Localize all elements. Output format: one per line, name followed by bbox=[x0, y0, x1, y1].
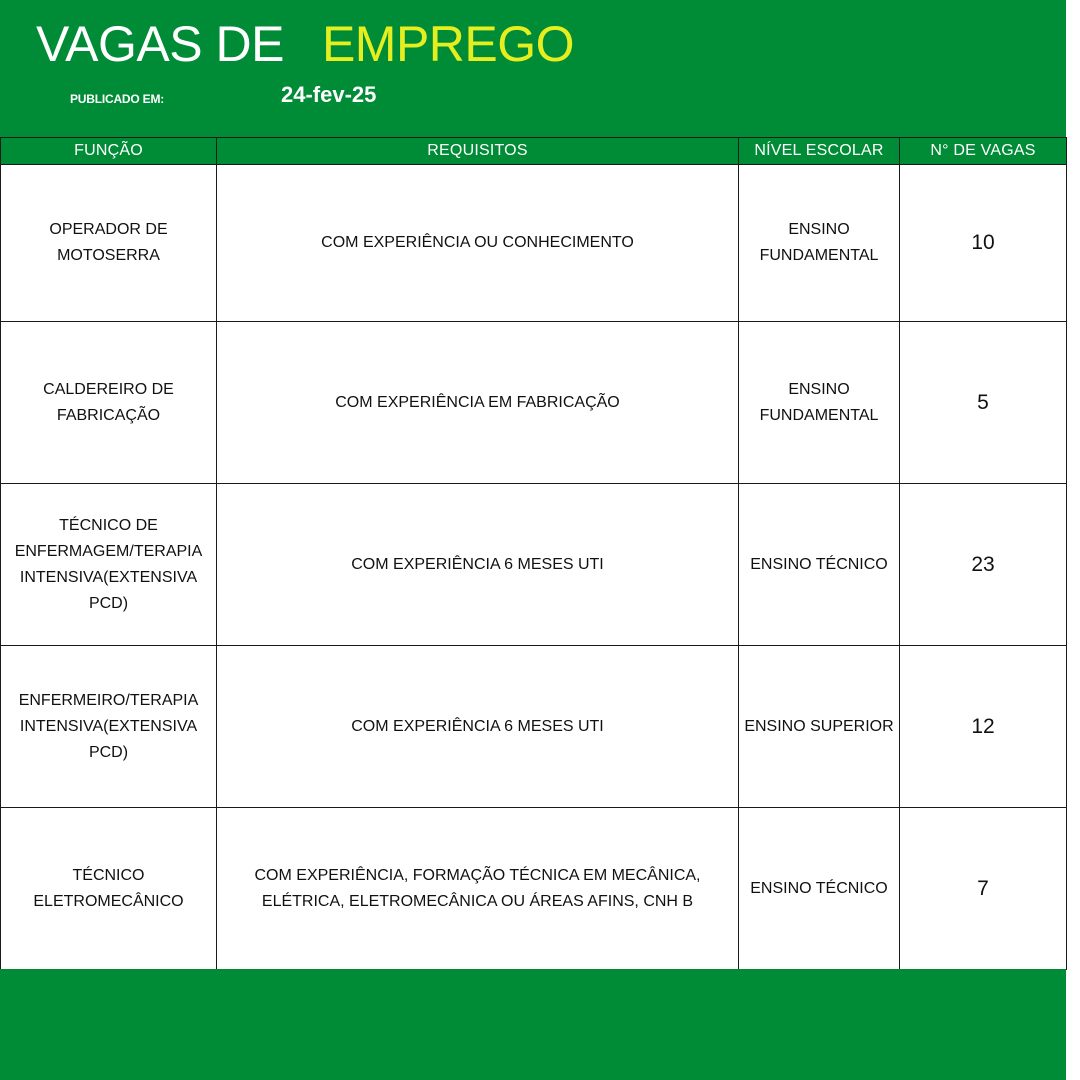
table-row bbox=[1, 646, 1067, 808]
table-header-row bbox=[1, 138, 1067, 165]
published-date: 24-fev-25 bbox=[281, 82, 377, 107]
column-header-requisitos: REQUISITOS bbox=[217, 138, 739, 165]
cell-numero-vagas: 10 bbox=[900, 165, 1067, 322]
table-row bbox=[1, 322, 1067, 484]
cell-numero-vagas: 12 bbox=[900, 646, 1067, 808]
title-emprego: EMPREGO bbox=[321, 16, 575, 72]
cell-requisitos: COM EXPERIÊNCIA 6 MESES UTI bbox=[217, 646, 739, 808]
cell-nivel-escolar: ENSINO TÉCNICO bbox=[739, 808, 900, 970]
header-banner bbox=[0, 0, 1066, 137]
column-header-funcao: FUNÇÃO bbox=[1, 138, 217, 165]
cell-numero-vagas: 7 bbox=[900, 808, 1067, 970]
table-row bbox=[1, 165, 1067, 322]
cell-funcao: TÉCNICO DE ENFERMAGEM/TERAPIA INTENSIVA(EXTENSIVA PCD) bbox=[1, 484, 217, 646]
cell-funcao: OPERADOR DE MOTOSERRA bbox=[1, 165, 217, 322]
page-title bbox=[36, 14, 574, 74]
cell-requisitos: COM EXPERIÊNCIA EM FABRICAÇÃO bbox=[217, 322, 739, 484]
cell-nivel-escolar: ENSINO FUNDAMENTAL bbox=[739, 165, 900, 322]
column-header-nivel-escolar: NÍVEL ESCOLAR bbox=[739, 138, 900, 165]
cell-funcao: TÉCNICO ELETROMECÂNICO bbox=[1, 808, 217, 970]
cell-numero-vagas: 23 bbox=[900, 484, 1067, 646]
title-vagas-de: VAGAS DE bbox=[36, 16, 284, 72]
table-row bbox=[1, 484, 1067, 646]
job-table bbox=[0, 137, 1067, 970]
cell-nivel-escolar: ENSINO TÉCNICO bbox=[739, 484, 900, 646]
table-row bbox=[1, 808, 1067, 970]
cell-nivel-escolar: ENSINO SUPERIOR bbox=[739, 646, 900, 808]
cell-requisitos: COM EXPERIÊNCIA, FORMAÇÃO TÉCNICA EM MECÂNICA, ELÉTRICA, ELETROMECÂNICA OU ÁREAS AFINS, CNH B bbox=[217, 808, 739, 970]
cell-numero-vagas: 5 bbox=[900, 322, 1067, 484]
published-label: PUBLICADO EM: bbox=[70, 92, 165, 106]
cell-nivel-escolar: ENSINO FUNDAMENTAL bbox=[739, 322, 900, 484]
cell-funcao: ENFERMEIRO/TERAPIA INTENSIVA(EXTENSIVA PCD) bbox=[1, 646, 217, 808]
cell-funcao: CALDEREIRO DE FABRICAÇÃO bbox=[1, 322, 217, 484]
footer-banner bbox=[0, 969, 1066, 1080]
cell-requisitos: COM EXPERIÊNCIA 6 MESES UTI bbox=[217, 484, 739, 646]
column-header-numero-vagas: N° DE VAGAS bbox=[900, 138, 1067, 165]
cell-requisitos: COM EXPERIÊNCIA OU CONHECIMENTO bbox=[217, 165, 739, 322]
